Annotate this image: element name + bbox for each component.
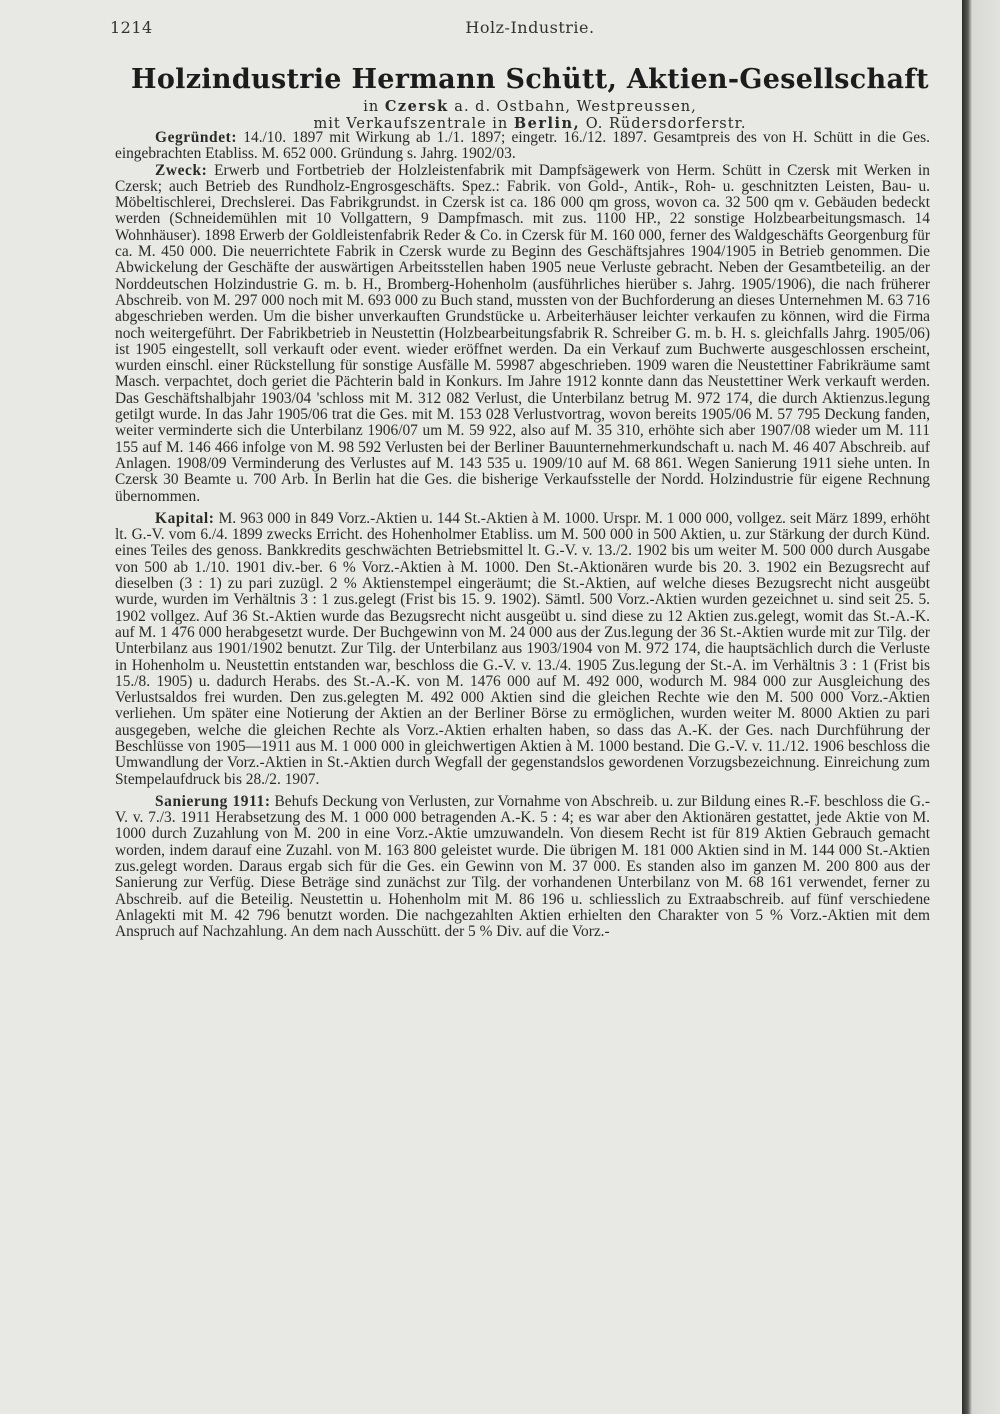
section-lead: Sanierung 1911: — [155, 792, 271, 810]
sales-office-city: Berlin, — [513, 115, 581, 132]
company-title: Holzindustrie Hermann Schütt, Aktien-Gesellschaft — [131, 64, 929, 95]
running-title: Holz-Industrie. — [465, 18, 595, 37]
section-restructuring — [115, 794, 930, 941]
section-lead: Kapital: — [155, 509, 215, 527]
section-text: 14./10. 1897 mit Wirkung ab 1./1. 1897; eingetr. 16./12. 1897. Gesamtpreis des von H. Schütt in die Ges. eingebrachten Etabliss. M. 652 000. Gründung s. Jahrg. 1902/03. — [115, 129, 930, 163]
page-number: 1214 — [110, 18, 153, 37]
section-purpose — [115, 163, 930, 505]
book-gutter — [962, 0, 1000, 1414]
article-body — [115, 130, 930, 941]
section-text: Erwerb und Fortbetrieb der Holzleistenfabrik mit Dampfsägewerk von Herm. Schütt in Czersk mit Werken in Czersk; auch Betrieb des Rundholz-Engrosgeschäfts. Spez.: Fabrik. von Gold-, Antik-, Roh- u. geschnitzten Leisten, Bau- u. Möbeltischlerei, Drechslerei. Das Fabrikgrundst. in Czersk ist ca. 186 000 qm gross, wovon ca. 32 500 qm v. Gebäuden bedeckt werden (Schneidemühlen mit 10 Vollgattern, 9 Dampfmasch. mit zus. 1100 HP., 22 sonstige Holzbearbeitungsmasch. 14 Wohnhäuser). 1898 Erwerb der Goldleistenfabrik Reder & Co. in Czersk für M. 160 000, ferner des Waldgeschäfts Georgenburg für ca. M. 450 000. Die neuerrichtete Fabrik in Czersk wurde zu Beginn des Geschäftsjahres 1904/1905 in Betrieb genommen. Die Abwickelung der Geschäfte der auswärtigen Arbeitsstellen haben 1905 neue Verluste gebracht. Neben der Gesamtbeteilig. an der Norddeutschen Holzindustrie G. m. b. H., Bromberg-Hohenholm (ausführliches hierüber s. Jahrg. 1905/1906), die nach früherer Abschreib. von M. 297 000 noch mit M. 693 000 zu Buch stand, mussten von der Buchforderung an dieses Unternehmen M. 63 716 abgeschrieben werden. Um die bisher unverkauften Grundstücke u. Arbeiterhäuser leichter verkaufen zu können, wird die Firma noch weitergeführt. Der Fabrikbetrieb in Neustettin (Holzbearbeitungsfabrik R. Schreiber G. m. b. H. s. gleichfalls Jahrg. 1905/06) ist 1905 eingestellt, soll verkauft oder event. wieder eröffnet werden. Da ein Verkauf zum Buchwerte ausgeschlossen erscheint, wurden einschl. einer Rückstellung für sonstige Ausfälle M. 59987 abgeschrieben. 1909 waren die Neustettiner Fabrikräume samt Masch. verpachtet, doch geriet die Pächterin bald in Konkurs. Im Jahre 1912 konnte dann das Neustettiner Werk verkauft werden. Das Geschäftshalbjahr 1903/04 'schloss mit M. 312 082 Verlust, die Unterbilanz betrug M. 972 174, die durch Aktienzus.legung getilgt wurde. In das Jahr 1905/06 trat die Ges. mit M. 153 028 Verlustvortrag, wovon bereits 1905/06 M. 57 795 Deckung fanden, weiter verminderte sich die Unterbilanz 1906/07 um M. 59 922, also auf M. 35 310, erhöhte sich aber 1907/08 wieder um M. 111 155 auf M. 146 466 infolge von M. 98 592 Verlusten bei der Berliner Bauunternehmerkundschaft u. nach M. 46 407 Abschreib. auf Anlagen. 1908/09 Verminderung des Verlustes auf M. 143 535 u. 1909/10 auf M. 68 861. Wegen Sanierung 1911 siehe unten. In Czersk 30 Beamte u. 700 Arb. In Berlin hat die Ges. die bisherige Verkaufsstelle der Nordd. Holzindustrie für eigene Rechnung übernommen. — [115, 161, 930, 505]
section-text: Behufs Deckung von Verlusten, zur Vornahme von Abschreib. u. zur Bildung eines R.-F. beschloss die G.-V. v. 7./3. 1911 Herabsetzung des M. 1 000 000 betragenden A.-K. 5 : 4; es war aber den Aktionären gestattet, jede Aktie von M. 1000 durch Zuzahlung von M. 200 in eine Vorz.-Aktie umzuwandeln. Von diesem Recht ist für 819 Aktien Gebrauch gemacht worden, indem darauf eine Zuzahl. von M. 163 800 geleistet wurde. Die übrigen M. 181 000 Aktien sind in M. 144 000 St.-Aktien zus.gelegt worden. Daraus ergab sich für die Ges. ein Gewinn von M. 37 000. Es standen also im ganzen M. 200 800 aus der Sanierung zur Verfüg. Diese Beträge sind zunächst zur Tilg. der vorhandenen Unterbilanz von M. 68 161 verwendet, ferner zu Abschreib. auf die Beteilig. Neustettin u. Hohenholm mit M. 86 196 u. schliesslich zu Extraabschreib. auf fünf verschiedene Anlagekti mit M. 42 796 benutzt worden. Die nachgezahlten Aktien erhielten den Charakter von 5 % Vorz.-Aktien mit dem Anspruch auf Nachzahlung. An dem nach Ausschütt. der 5 % Div. auf die Vorz.- — [115, 792, 930, 941]
location-prefix: in — [363, 99, 380, 115]
section-lead: Zweck: — [155, 161, 208, 179]
location-city: Czersk — [384, 98, 449, 115]
location-suffix: a. d. Ostbahn, Westpreussen, — [454, 99, 697, 115]
page-header — [110, 18, 950, 42]
location-line — [110, 98, 950, 115]
section-lead: Gegründet: — [155, 129, 238, 146]
section-founded — [115, 130, 930, 163]
sales-office-address: O. Rüdersdorferstr. — [585, 116, 747, 132]
section-text: M. 963 000 in 849 Vorz.-Aktien u. 144 St.-Aktien à M. 1000. Urspr. M. 1 000 000, vollgez. seit März 1899, erhöht lt. G.-V. vom 6./4. 1899 zwecks Erricht. des Hohenholmer Etabliss. um M. 500 000 in 500 Aktien, u. zur Stärkung der durch Künd. eines Teiles des genoss. Bankkredits geschwächten Betriebsmittel lt. G.-V. v. 13./2. 1902 bis um weiter M. 500 000 durch Ausgabe von 500 ab 1./10. 1901 div.-ber. 6 % Vorz.-Aktien à M. 1000. Den St.-Aktionären wurde bis 20. 3. 1902 ein Bezugsrecht auf dieselben (3 : 1) zu pari zuzügl. 2 % Aktienstempel eingeräumt; die St.-Aktien, auf welche dieses Bezugsrecht nicht ausgeübt wurde, wurden im Verhältnis 3 : 1 zus.gelegt (Frist bis 15. 9. 1902). Sämtl. 500 Vorz.-Aktien wurden gezeichnet u. sind seit 25. 5. 1902 vollgez. Auf 36 St.-Aktien wurde das Bezugsrecht nicht ausgeübt u. sind diese zu 12 Aktien zus.gelegt, womit das St.-A.-K. auf M. 1 476 000 herabgesetzt wurde. Der Buchgewinn von M. 24 000 aus der Zus.legung der 36 St.-Aktien wurde mit zur Tilg. der Unterbilanz aus 1901/1902 benutzt. Zur Tilg. der Unterbilanz aus 1903/1904 von M. 972 174, die hauptsächlich durch die Verluste in Hohenholm u. Neustettin entstanden war, beschloss die G.-V. v. 13./4. 1905 Zus.legung der St.-A. im Verhältnis 3 : 1 (Frist bis 15./8. 1905) u. dadurch Herabs. des St.-A.-K. von M. 1476 000 auf M. 492 000, wodurch M. 984 000 zur Ausgleichung des Verlustsaldos frei wurden. Den zus.gelegten M. 492 000 Aktien sind die gleichen Rechte wie den M. 500 000 Vorz.-Aktien verliehen. Um später eine Notierung der Aktien an der Berliner Börse zu ermöglichen, wurden weiter M. 8000 Aktien zu pari ausgegeben, welche die gleichen Rechte als Vorz.-Aktien erhalten haben, so dass das A.-K. der Ges. nach Durchführung der Beschlüsse von 1905—1911 aus M. 1 000 000 in gleichwertigen Aktien à M. 1000 bestand. Die G.-V. v. 11./12. 1906 beschloss die Umwandlung der Vorz.-Aktien in St.-Aktien durch Wegfall der gegenstandslos gewordenen Vorzugsbezeichnung. Einreichung zum Stempelaufdruck bis 28./2. 1907. — [115, 509, 930, 788]
section-capital — [115, 511, 930, 788]
sales-office-prefix: mit Verkaufszentrale in — [313, 116, 509, 132]
